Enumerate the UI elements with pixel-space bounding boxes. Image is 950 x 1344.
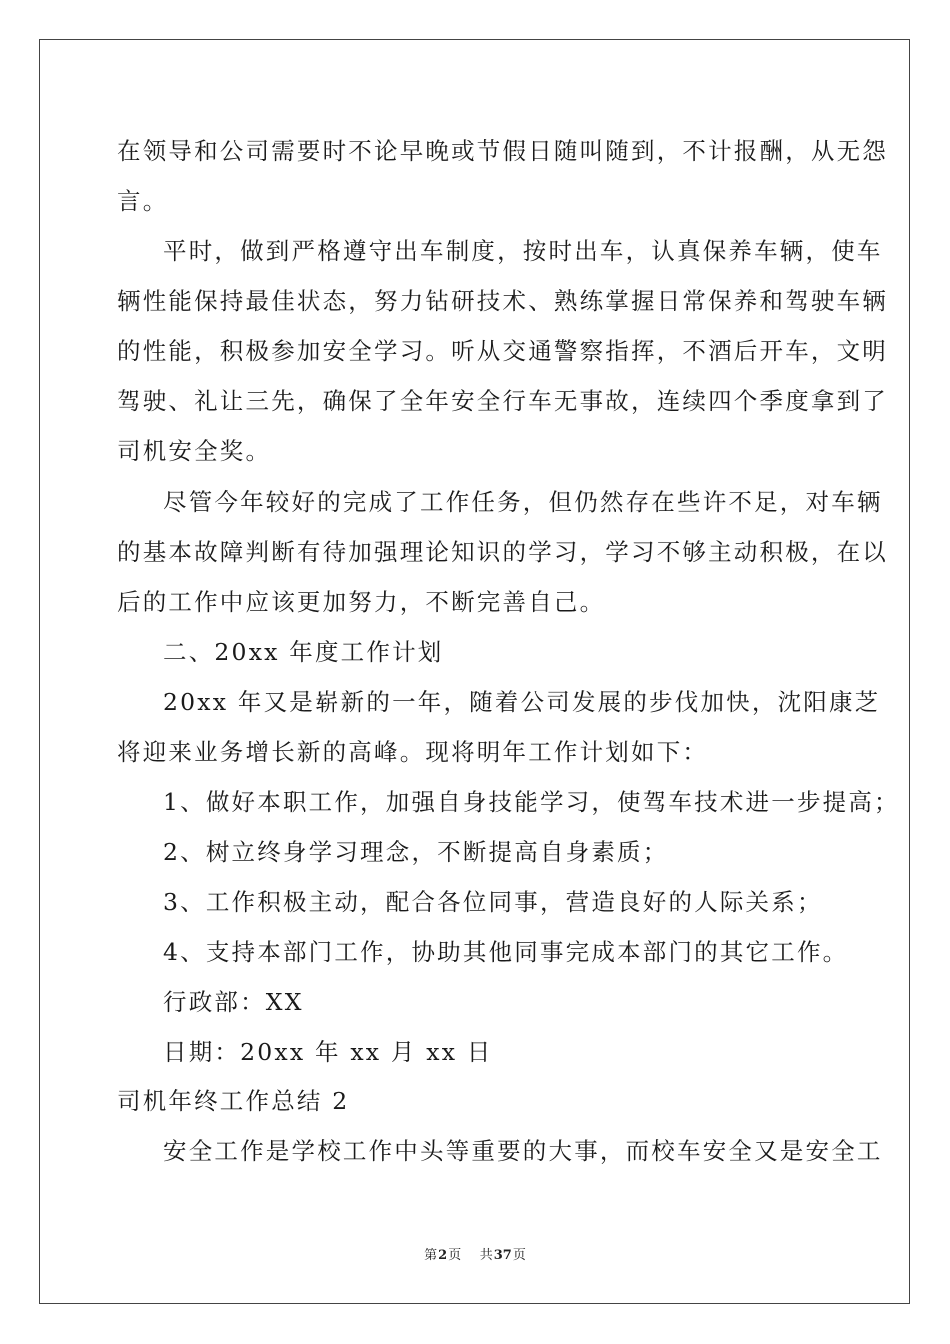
page-footer xyxy=(0,1247,950,1265)
text-line: 驾驶、礼让三先，确保了全年安全行车无事故，连续四个季度拿到了 xyxy=(117,387,888,415)
page-suffix: 页 xyxy=(448,1248,462,1263)
text-line: 安全工作是学校工作中头等重要的大事，而校车安全又是安全工 xyxy=(163,1137,883,1165)
text-line: 言。 xyxy=(117,187,169,215)
text-line: 辆性能保持最佳状态，努力钻研技术、熟练掌握日常保养和驾驶车辆 xyxy=(117,287,888,315)
department-signature: 行政部：XX xyxy=(163,988,304,1016)
document-title: 司机年终工作总结 2 xyxy=(117,1087,350,1115)
list-item: 4、支持本部门工作，协助其他同事完成本部门的其它工作。 xyxy=(163,938,849,966)
text-line: 的性能，积极参加安全学习。听从交通警察指挥，不酒后开车，文明 xyxy=(117,337,888,365)
list-item: 2、树立终身学习理念，不断提高自身素质； xyxy=(163,838,669,866)
text-line: 后的工作中应该更加努力，不断完善自己。 xyxy=(117,588,606,616)
text-line: 20xx 年又是崭新的一年，随着公司发展的步伐加快，沈阳康芝 xyxy=(163,688,881,716)
text-line: 的基本故障判断有待加强理论知识的学习，学习不够主动积极，在以 xyxy=(117,538,888,566)
total-pages: 37 xyxy=(493,1248,512,1263)
total-prefix: 共 xyxy=(479,1248,493,1263)
text-line: 在领导和公司需要时不论早晚或节假日随叫随到，不计报酬，从无怨 xyxy=(117,137,888,165)
page-prefix: 第 xyxy=(424,1248,438,1263)
list-item: 3、工作积极主动，配合各位同事，营造良好的人际关系； xyxy=(163,888,823,916)
section-heading: 二、20xx 年度工作计划 xyxy=(163,638,444,666)
text-line: 司机安全奖。 xyxy=(117,437,272,465)
text-line: 尽管今年较好的完成了工作任务，但仍然存在些许不足，对车辆 xyxy=(163,488,883,516)
page-number: 2 xyxy=(438,1248,448,1263)
date-line: 日期：20xx 年 xx 月 xx 日 xyxy=(163,1038,493,1066)
total-suffix: 页 xyxy=(512,1248,526,1263)
text-line: 平时，做到严格遵守出车制度，按时出车，认真保养车辆，使车 xyxy=(163,237,883,265)
list-item: 1、做好本职工作，加强自身技能学习，使驾车技术进一步提高； xyxy=(163,788,900,816)
text-line: 将迎来业务增长新的高峰。现将明年工作计划如下： xyxy=(117,738,709,766)
